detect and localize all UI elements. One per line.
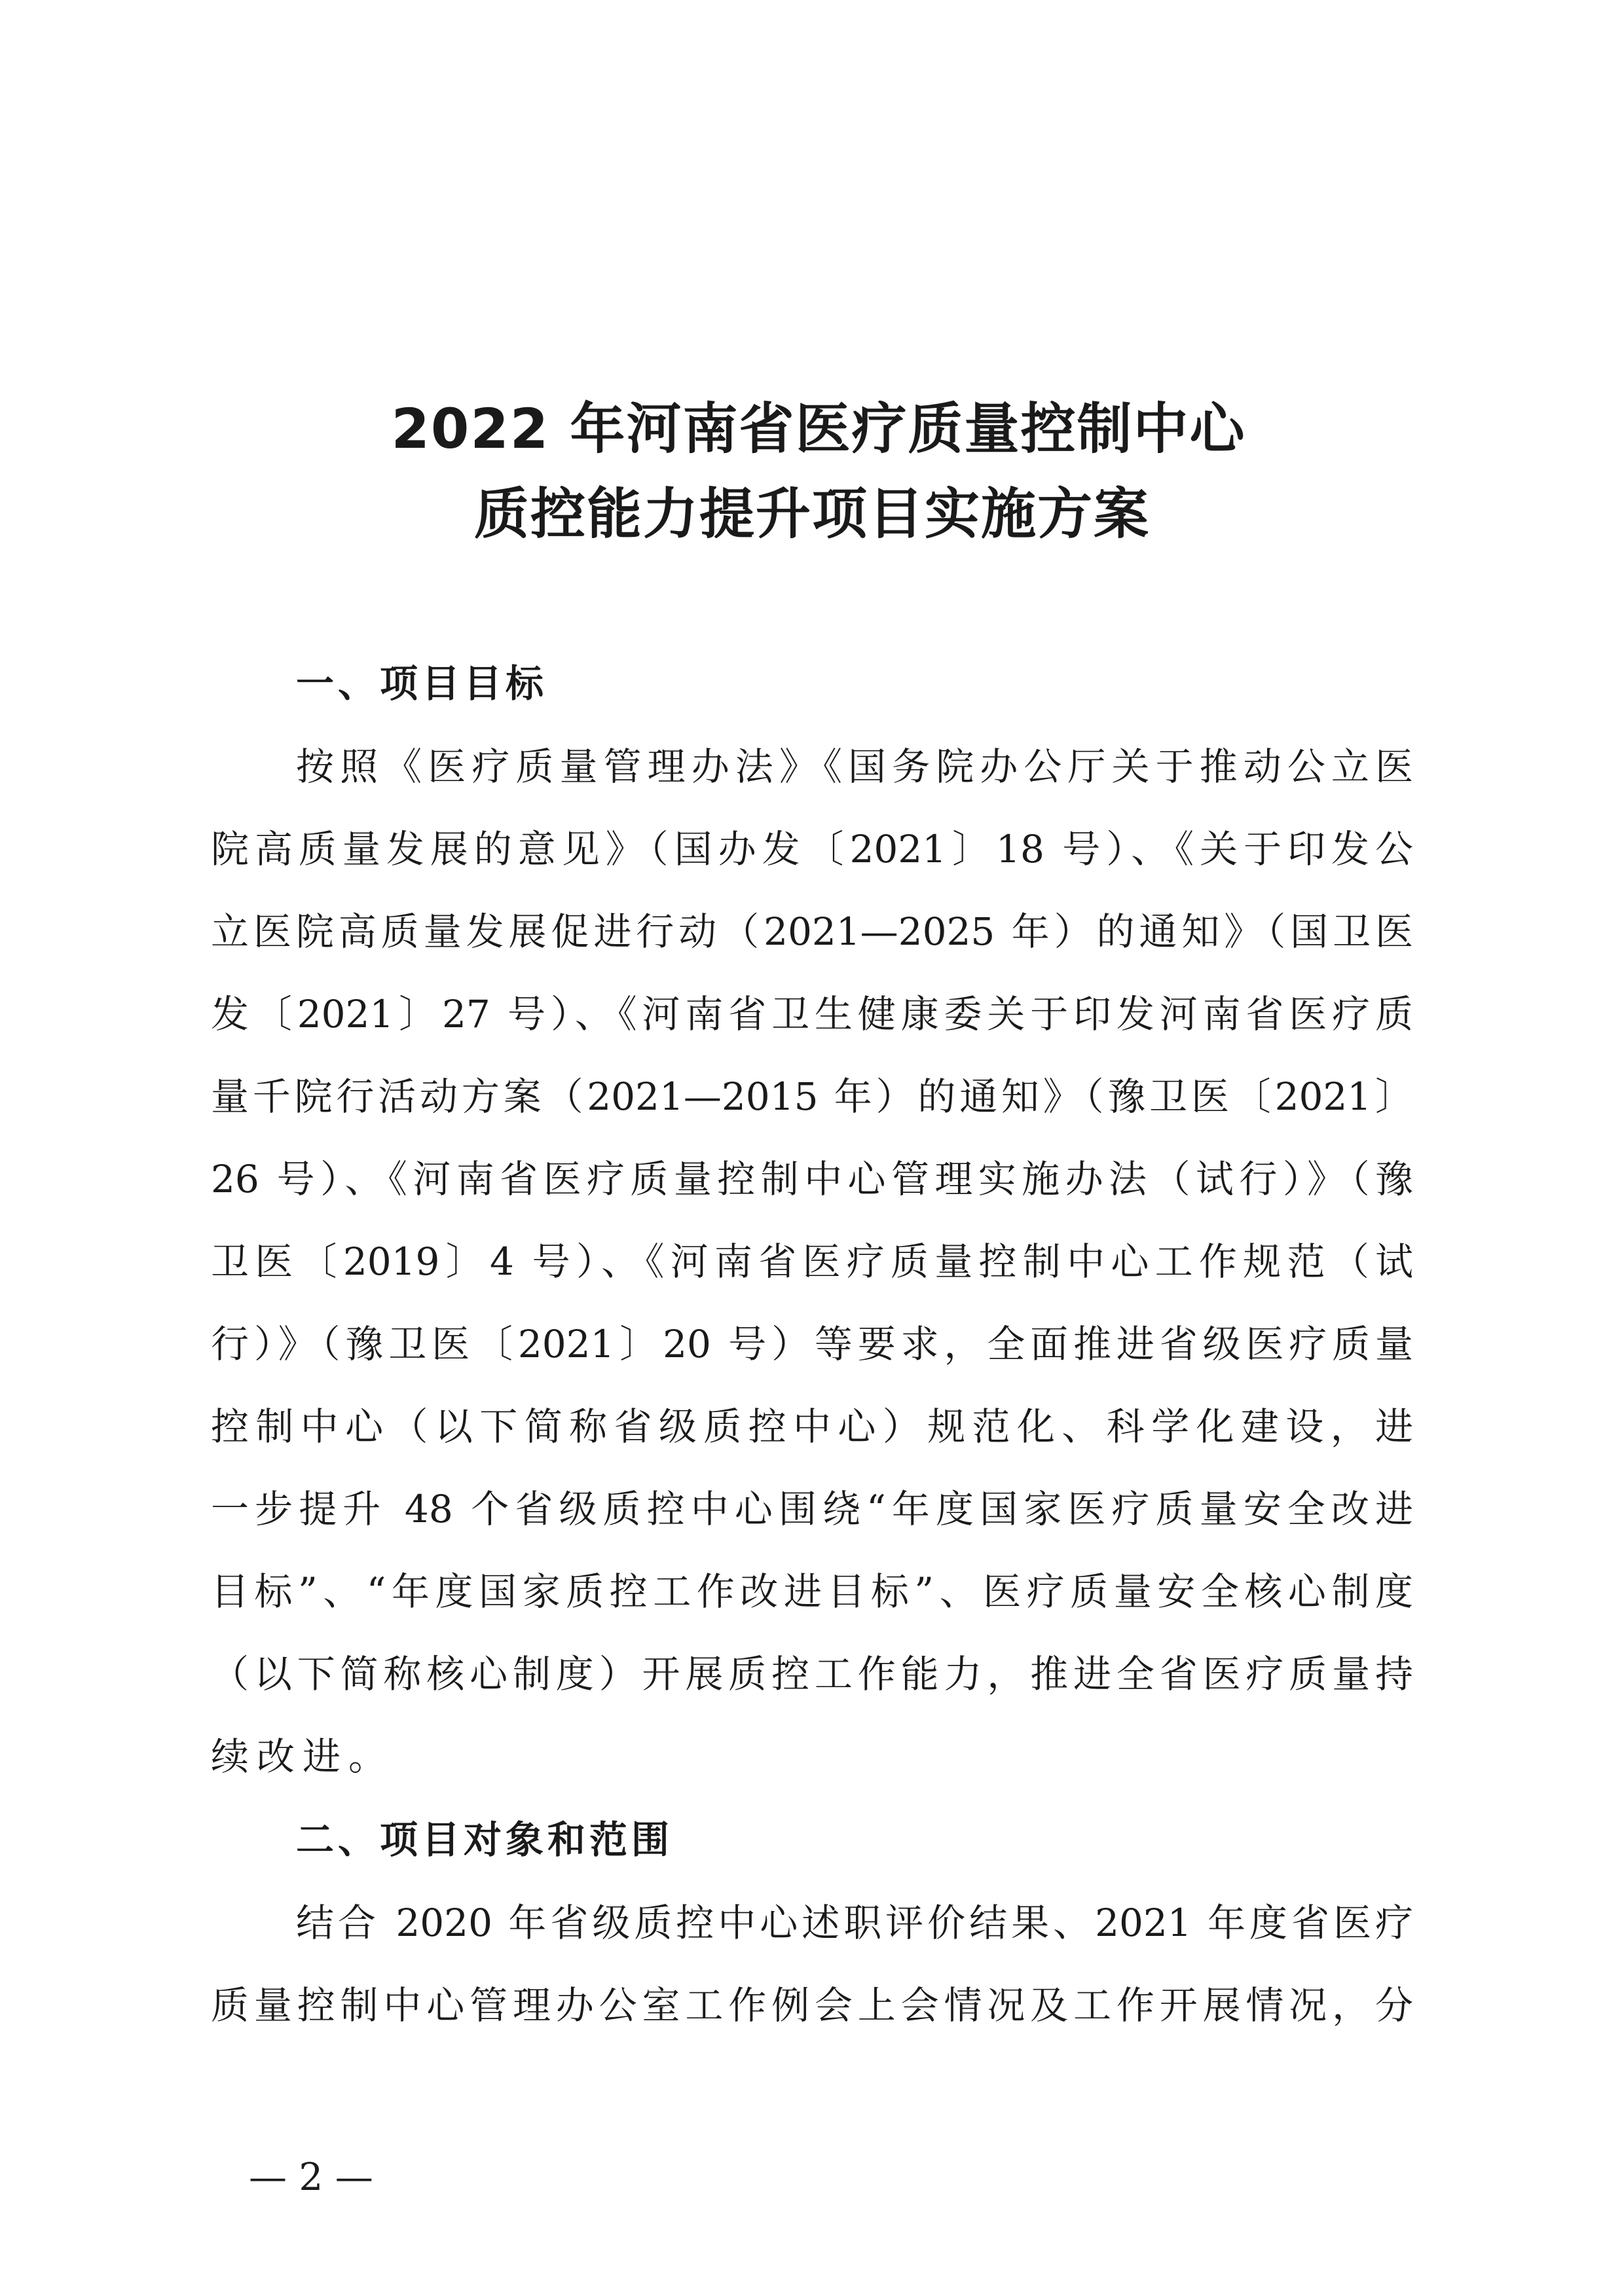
paragraph-line: 质量控制中心管理办公室工作例会上会情况及工作开展情况，分 [211, 1983, 1413, 2028]
paragraph-line: 目标”、“年度国家质控工作改进目标”、医疗质量安全核心制度 [211, 1569, 1413, 1614]
title-line-1: 2022 年河南省医疗质量控制中心 [391, 397, 1246, 461]
paragraph-line: 结合 2020 年省级质控中心述职评价结果、2021 年度省医疗 [296, 1901, 1413, 1945]
document-body [211, 642, 1413, 2047]
paragraph-line: 按照《医疗质量管理办法》《国务院办公厅关于推动公立医 [296, 744, 1413, 789]
paragraph-line: 量千院行活动方案（2021—2015 年）的通知》（豫卫医〔2021〕 [211, 1074, 1413, 1119]
title-line-2: 质控能力提升项目实施方案 [473, 482, 1150, 546]
paragraph-line: 控制中心（以下简称省级质控中心）规范化、科学化建设，进 [211, 1404, 1413, 1449]
paragraph-line: 一步提升 48 个省级质控中心围绕“年度国家医疗质量安全改进 [211, 1487, 1413, 1531]
paragraph-line: 院高质量发展的意见》（国办发〔2021〕18 号）、《关于印发公 [211, 827, 1413, 871]
section-paragraph-goals [211, 725, 1413, 1798]
document-title [0, 386, 1624, 556]
paragraph-line: （以下简称核心制度）开展质控工作能力，推进全省医疗质量持 [211, 1652, 1413, 1696]
section-heading-scope: 二、项目对象和范围 [296, 1817, 674, 1862]
paragraph-line: 立医院高质量发展促进行动（2021—2025 年）的通知》（国卫医 [211, 909, 1413, 954]
paragraph-line: 卫医〔2019〕4 号）、《河南省医疗质量控制中心工作规范（试 [211, 1239, 1413, 1284]
section-paragraph-scope [211, 1882, 1413, 2047]
page-number: — 2 — [249, 2155, 373, 2199]
paragraph-line: 发〔2021〕27 号）、《河南省卫生健康委关于印发河南省医疗质 [211, 992, 1413, 1036]
section-heading-goals: 一、项目目标 [296, 661, 548, 706]
paragraph-line: 行）》（豫卫医〔2021〕20 号）等要求，全面推进省级医疗质量 [211, 1322, 1413, 1366]
paragraph-line: 26 号）、《河南省医疗质量控制中心管理实施办法（试行）》（豫 [211, 1157, 1413, 1201]
paragraph-line: 续改进。 [211, 1734, 395, 1779]
